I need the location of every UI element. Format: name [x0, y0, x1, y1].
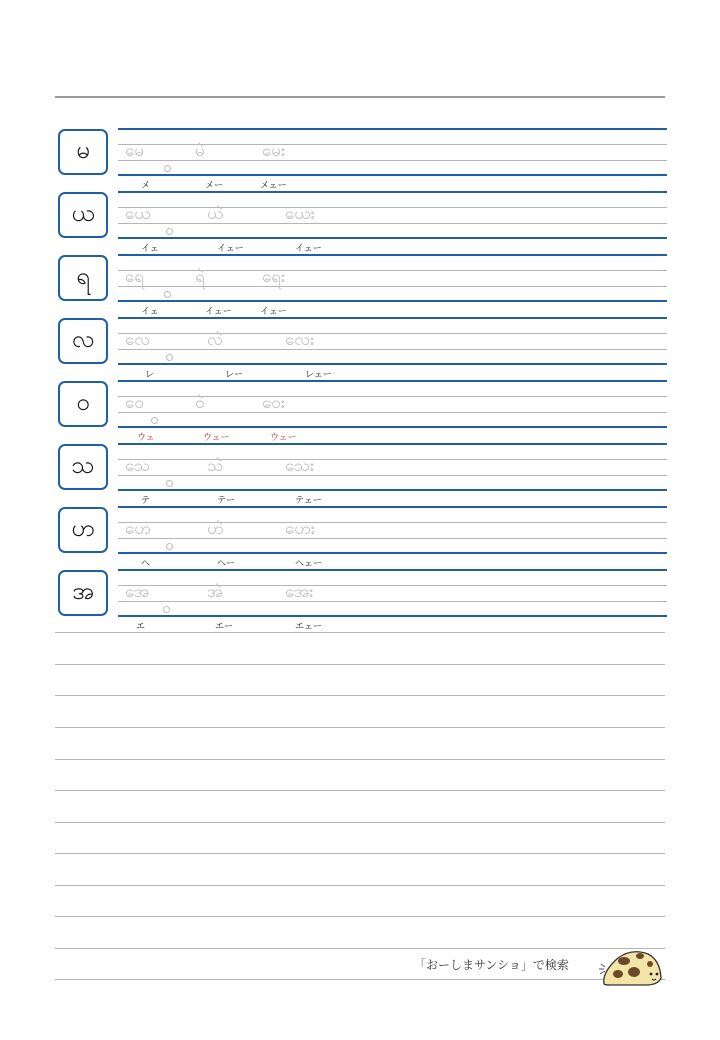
trace-syllable-3: လေး	[285, 330, 316, 350]
reading-2: イェー	[205, 307, 232, 317]
reading-3: イェー	[295, 244, 322, 254]
practice-row-la	[55, 317, 667, 381]
guide-line-top	[118, 128, 667, 130]
trace-syllable-2: လဲ	[207, 330, 224, 350]
practice-row-a	[55, 569, 667, 633]
note-line	[55, 885, 665, 886]
guide-line-bottom	[118, 363, 667, 365]
guide-line	[118, 207, 667, 208]
trace-syllable-2: အဲ	[207, 582, 224, 602]
guide-line	[118, 475, 667, 476]
letter-box: ဝ	[58, 381, 108, 427]
reading-2: ウェー	[203, 433, 230, 443]
guide-line-bottom	[118, 300, 667, 302]
guide-line	[118, 223, 667, 224]
trace-syllable-1: ဝေ	[125, 393, 145, 413]
reading-2: イェー	[217, 244, 244, 254]
practice-row-wa	[55, 380, 667, 444]
trace-syllable-3: ယေး	[285, 204, 317, 224]
trace-syllable-1: အေ	[125, 582, 151, 602]
guide-line-bottom	[118, 615, 667, 617]
trace-syllable-3: သေး	[285, 456, 316, 476]
trace-syllable-2: ဝဲ	[195, 393, 206, 413]
reading-3: エェー	[295, 622, 323, 632]
reading-1: メ	[141, 181, 151, 191]
search-hint-text: 「おーしまサンショ」で検索	[414, 958, 569, 972]
reading-1: エ	[136, 622, 146, 632]
salamander-mascot-icon	[596, 944, 664, 988]
reading-2: メー	[205, 181, 224, 191]
practice-row-ma	[55, 128, 667, 192]
note-line	[55, 759, 665, 760]
reading-3: ウェー	[270, 433, 297, 443]
reading-1: レ	[145, 370, 155, 380]
reading-2: テー	[217, 496, 236, 506]
guide-line	[118, 538, 667, 539]
reading-1: ウェ	[137, 433, 155, 443]
practice-row-ha	[55, 506, 667, 570]
tone-dot-mark	[151, 417, 158, 424]
trace-syllable-2: ဟဲ	[207, 519, 225, 539]
practice-row-ya	[55, 191, 667, 255]
top-rule	[55, 96, 665, 98]
trace-syllable-1: မေ	[125, 141, 145, 161]
reading-1: イェ	[141, 244, 159, 254]
note-line	[55, 822, 665, 823]
guide-line-top	[118, 191, 667, 193]
tone-dot-mark	[164, 291, 171, 298]
note-line	[55, 979, 665, 980]
trace-syllable-1: သေ	[125, 456, 152, 476]
note-line	[55, 948, 665, 949]
tone-dot-mark	[166, 480, 173, 487]
note-line	[55, 695, 665, 696]
guide-line	[118, 349, 667, 350]
note-line	[55, 916, 665, 917]
guide-line	[118, 585, 667, 586]
trace-syllable-3: ဟေး	[285, 519, 317, 539]
letter-box: သ	[58, 444, 108, 490]
guide-line-top	[118, 443, 667, 445]
note-line	[55, 790, 665, 791]
note-line	[55, 632, 665, 633]
reading-1: イェ	[141, 307, 159, 317]
guide-line-bottom	[118, 489, 667, 491]
guide-line-top	[118, 317, 667, 319]
trace-syllable-2: ရဲ	[195, 267, 206, 287]
guide-line-top	[118, 254, 667, 256]
letter-box: လ	[58, 318, 108, 364]
guide-line-bottom	[118, 552, 667, 554]
trace-syllable-2: သဲ	[207, 456, 225, 476]
note-line	[55, 664, 665, 665]
reading-2: エー	[215, 622, 234, 632]
practice-row-ra	[55, 254, 667, 318]
reading-3: レェー	[305, 370, 332, 380]
tone-dot-mark	[163, 606, 170, 613]
guide-line	[118, 333, 667, 334]
tone-dot-mark	[164, 165, 171, 172]
tone-dot-mark	[166, 228, 173, 235]
reading-2: ヘー	[217, 559, 236, 569]
reading-3: イェー	[260, 307, 287, 317]
letter-box: ယ	[58, 192, 108, 238]
letter-box: မ	[58, 129, 108, 175]
trace-syllable-1: ဟေ	[125, 519, 152, 539]
guide-line-bottom	[118, 426, 667, 428]
trace-syllable-3: အေး	[285, 582, 315, 602]
reading-1: ヘ	[141, 559, 151, 569]
trace-syllable-3: ရေး	[262, 267, 287, 287]
tone-dot-mark	[166, 543, 173, 550]
practice-row-tha	[55, 443, 667, 507]
reading-3: ヘェー	[295, 559, 323, 569]
note-line	[55, 727, 665, 728]
guide-line	[118, 522, 667, 523]
note-line	[55, 853, 665, 854]
trace-syllable-1: ယေ	[125, 204, 152, 224]
reading-1: テ	[141, 496, 151, 506]
guide-line-top	[118, 506, 667, 508]
guide-line-top	[118, 569, 667, 571]
reading-2: レー	[225, 370, 244, 380]
guide-line	[118, 459, 667, 460]
trace-syllable-2: မဲ	[195, 141, 206, 161]
letter-box: ရ	[58, 255, 108, 301]
guide-line-top	[118, 380, 667, 382]
tone-dot-mark	[166, 354, 173, 361]
trace-syllable-3: ဝေး	[262, 393, 287, 413]
reading-3: メェー	[260, 181, 287, 191]
reading-3: テェー	[295, 496, 322, 506]
guide-line-bottom	[118, 237, 667, 239]
letter-box: ဟ	[58, 507, 108, 553]
trace-syllable-1: ရေ	[125, 267, 145, 287]
trace-syllable-3: မေး	[262, 141, 287, 161]
guide-line-bottom	[118, 174, 667, 176]
trace-syllable-2: ယဲ	[207, 204, 225, 224]
letter-box: အ	[58, 570, 108, 616]
trace-syllable-1: လေ	[125, 330, 152, 350]
guide-line	[118, 601, 667, 602]
